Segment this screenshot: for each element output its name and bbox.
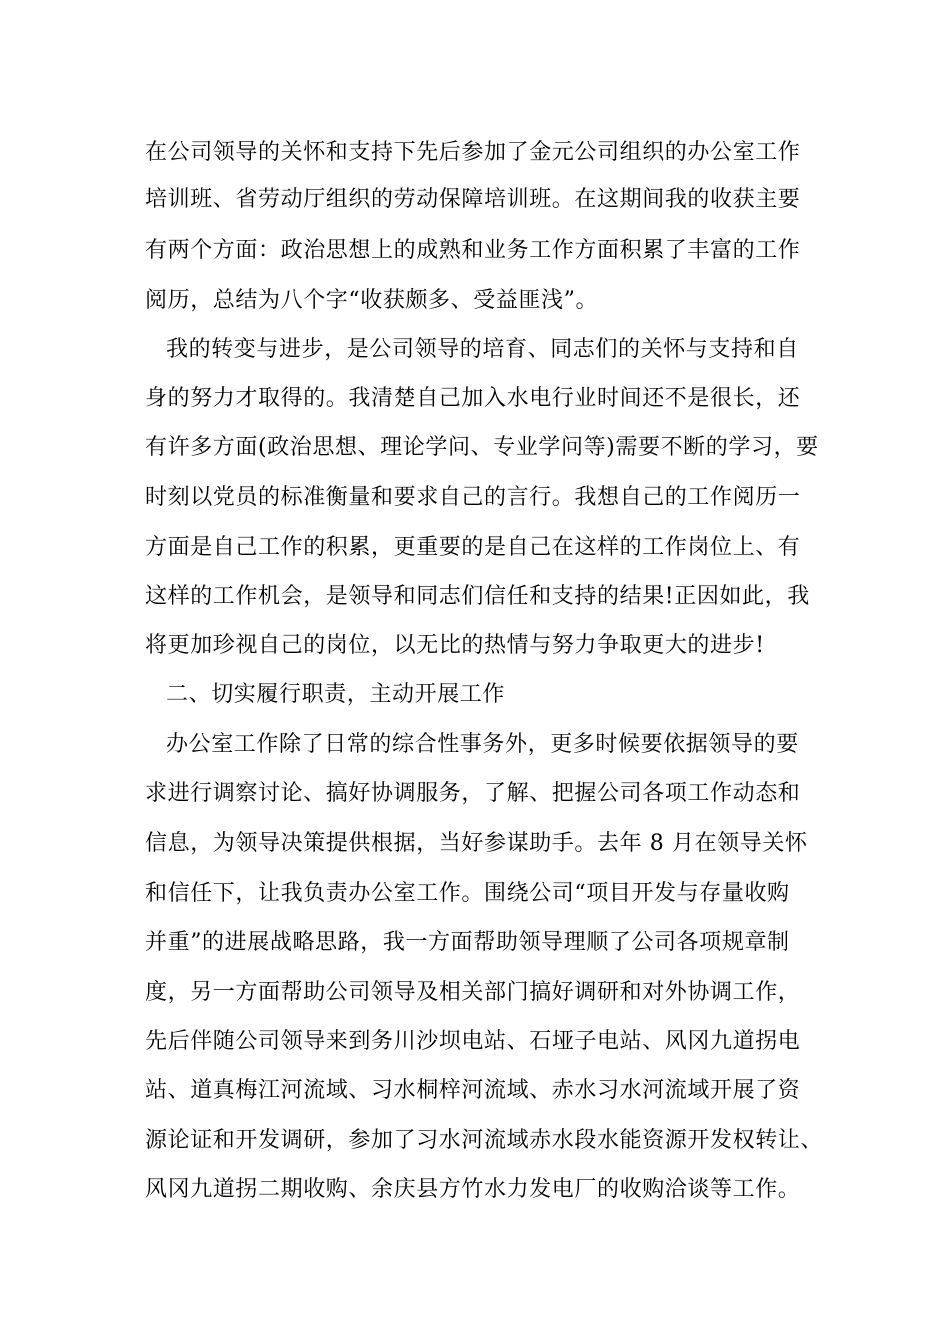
text-line: 有许多方面(政治思想、理论学问、专业学问等)需要不断的学习，要 — [145, 435, 819, 460]
text-line: 和信任下，让我负责办公室工作。围绕公司“项目开发与存量收购 — [145, 881, 790, 906]
text-line: 先后伴随公司领导来到务川沙坝电站、石垭子电站、风冈九道拐电 — [145, 1029, 801, 1054]
text-line: 求进行调察讨论、搞好协调服务，了解、把握公司各项工作动态和 — [145, 781, 801, 806]
text-line: 身的努力才取得的。我清楚自己加入水电行业时间还不是很长，还 — [145, 386, 801, 411]
text-line: 在公司领导的关怀和支持下先后参加了金元公司组织的办公室工作 — [145, 140, 801, 165]
paragraph-first-line: 办公室工作除了日常的综合性事务外，更多时候要依据领导的要 — [166, 732, 799, 757]
text-line: 方面是自己工作的积累，更重要的是自己在这样的工作岗位上、有 — [145, 535, 801, 560]
text-line: 这样的工作机会，是领导和同志们信任和支持的结果!正因如此，我 — [145, 584, 810, 609]
text-line: 度，另一方面帮助公司领导及相关部门搞好调研和对外协调工作， — [145, 980, 801, 1005]
text-line: 时刻以党员的标准衡量和要求自己的言行。我想自己的工作阅历一 — [145, 485, 801, 510]
text-line: 将更加珍视自己的岗位，以无比的热情与努力争取更大的进步! — [145, 633, 765, 658]
text-line: 并重”的进展战略思路，我一方面帮助领导理顺了公司各项规章制 — [145, 930, 790, 955]
text-line: 站、道真梅江河流域、习水桐梓河流域、赤水习水河流域开展了资 — [145, 1078, 801, 1103]
text-line: 风冈九道拐二期收购、余庆县方竹水力发电厂的收购洽谈等工作。 — [145, 1177, 801, 1202]
text-line: 源论证和开发调研，参加了习水河流域赤水段水能资源开发权转让、 — [145, 1128, 824, 1153]
text-line: 培训班、省劳动厅组织的劳动保障培训班。在这期间我的收获主要 — [145, 187, 801, 212]
text-line: 有两个方面：政治思想上的成熟和业务工作方面积累了丰富的工作 — [145, 238, 801, 263]
text-line: 信息，为领导决策提供根据，当好参谋助手。去年 8 月在领导关怀 — [145, 831, 808, 856]
text-line: 阅历，总结为八个字“收获颇多、受益匪浅”。 — [145, 288, 599, 313]
section-heading: 二、切实履行职责，主动开展工作 — [166, 682, 506, 707]
paragraph-first-line: 我的转变与进步，是公司领导的培育、同志们的关怀与支持和自 — [166, 337, 799, 362]
